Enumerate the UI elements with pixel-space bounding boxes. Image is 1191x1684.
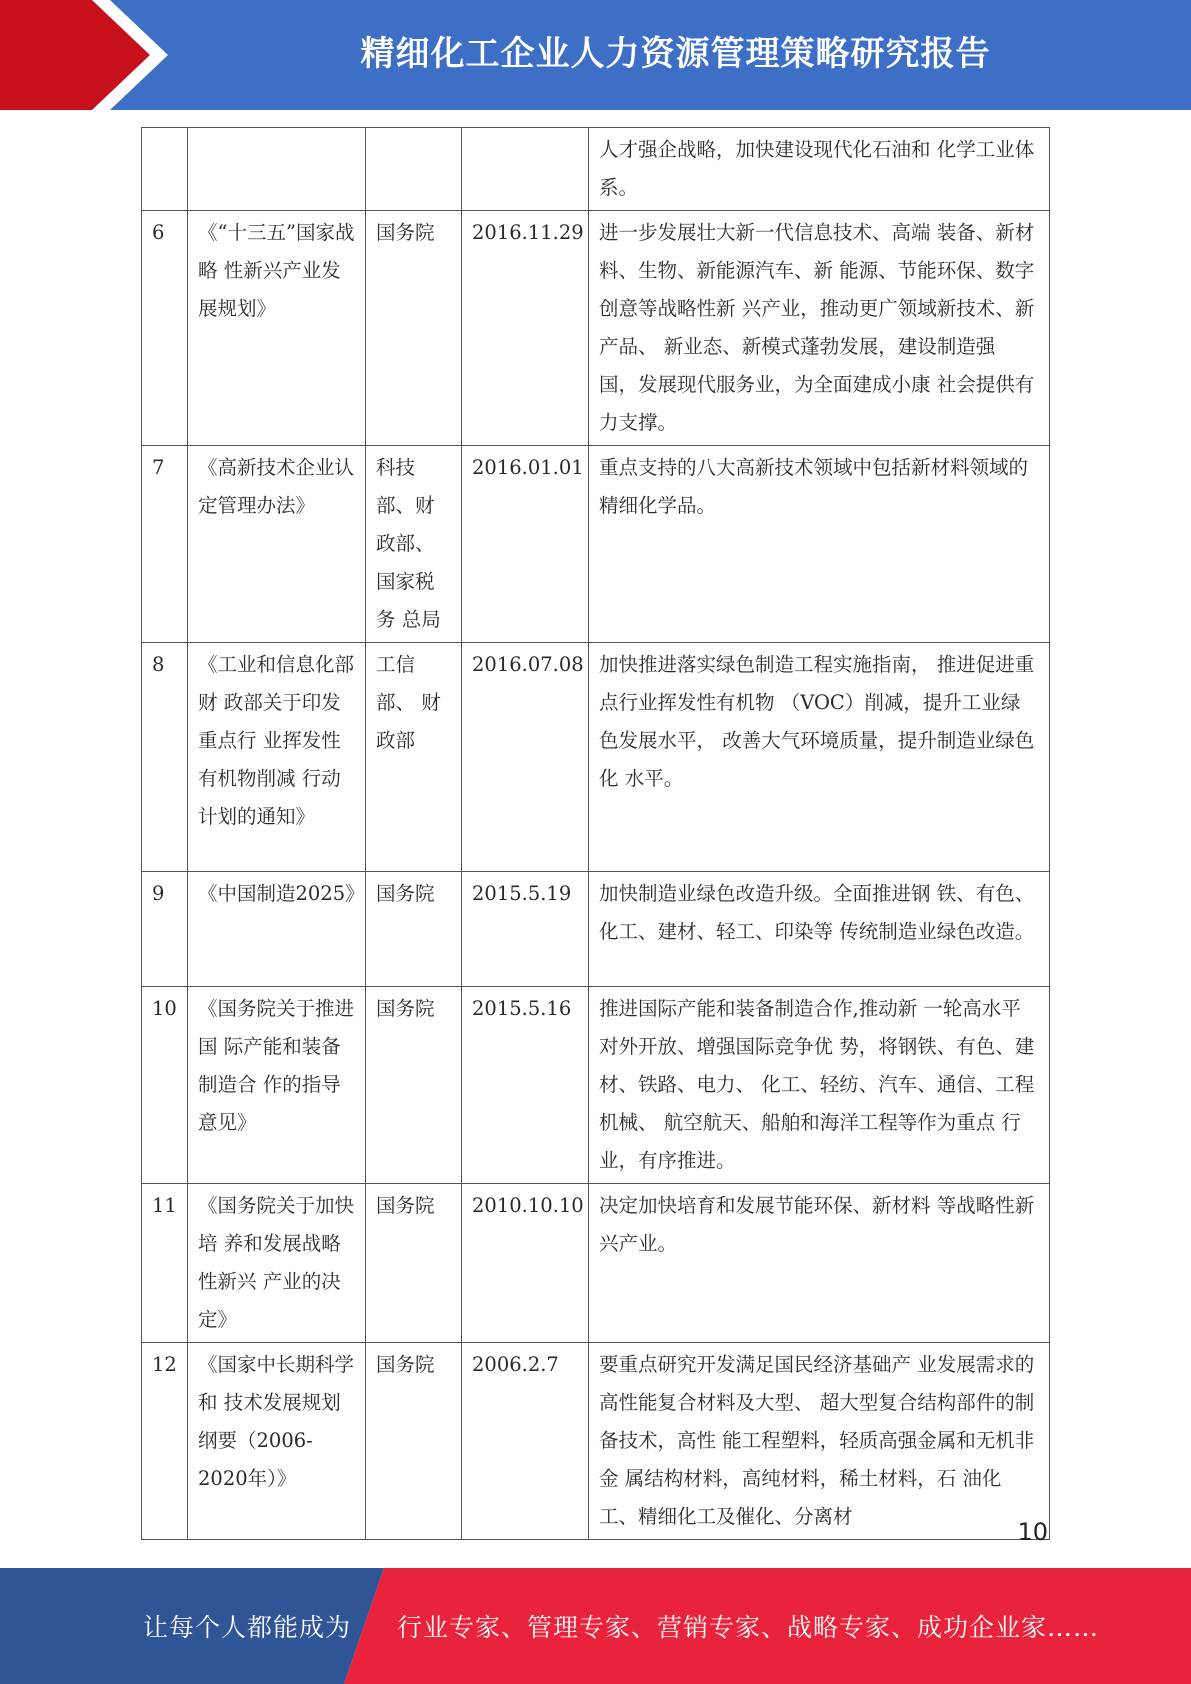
- cell-date: 2016.01.01: [462, 446, 589, 643]
- cell-number: [142, 128, 188, 211]
- page-header: [0, 0, 1191, 110]
- page-number: 10: [1017, 1518, 1048, 1546]
- table-row: [142, 1343, 1050, 1540]
- cell-number: 12: [142, 1343, 188, 1540]
- cell-number: 10: [142, 987, 188, 1184]
- cell-policy-name: 《国务院关于加快培 养和发展战略性新兴 产业的决定》: [188, 1184, 366, 1343]
- cell-policy-name: 《国务院关于推进国 际产能和装备制造合 作的指导意见》: [188, 987, 366, 1184]
- table-row: [142, 643, 1050, 872]
- report-title: 精细化工企业人力资源管理策略研究报告: [360, 34, 991, 74]
- cell-description: 人才强企战略，加快建设现代化石油和 化学工业体系。: [589, 128, 1050, 211]
- cell-policy-name: 《中国制造2025》: [188, 872, 366, 987]
- cell-date: 2010.10.10: [462, 1184, 589, 1343]
- cell-policy-name: [188, 128, 366, 211]
- cell-number: 11: [142, 1184, 188, 1343]
- page-footer: [0, 1568, 1191, 1684]
- table-row: [142, 1184, 1050, 1343]
- table-row: [142, 128, 1050, 211]
- table-row: [142, 872, 1050, 987]
- cell-issuer: 国务院: [366, 872, 462, 987]
- footer-slogan-right: 行业专家、管理专家、营销专家、战略专家、成功企业家……: [397, 1613, 1100, 1642]
- cell-description: 决定加快培育和发展节能环保、新材料 等战略性新兴产业。: [589, 1184, 1050, 1343]
- cell-number: 9: [142, 872, 188, 987]
- cell-issuer: [366, 128, 462, 211]
- table-row: [142, 211, 1050, 446]
- cell-description: 重点支持的八大高新技术领域中包括新材料领域的精细化学品。: [589, 446, 1050, 643]
- cell-issuer: 国务院: [366, 1343, 462, 1540]
- cell-date: 2016.11.29: [462, 211, 589, 446]
- table-row: [142, 446, 1050, 643]
- cell-issuer: 国务院: [366, 211, 462, 446]
- cell-policy-name: 《国家中长期科学和 技术发展规划纲要（2006-2020年）》: [188, 1343, 366, 1540]
- cell-description: 要重点研究开发满足国民经济基础产 业发展需求的高性能复合材料及大型、 超大型复合结构部件的制备技术，高性 能工程塑料，轻质高强金属和无机非金 属结构材料，高纯材料，稀土材料，石 油化工、精细化工及催化、分离材: [589, 1343, 1050, 1540]
- policy-table: [141, 127, 1050, 1540]
- cell-policy-name: 《“十三五”国家战略 性新兴产业发展规划》: [188, 211, 366, 446]
- cell-description: 推进国际产能和装备制造合作,推动新 一轮高水平对外开放、增强国际竞争优 势，将钢铁、有色、建材、铁路、电力、 化工、轻纺、汽车、通信、工程机械、 航空航天、船舶和海洋工程等作为重点 行业，有序推进。: [589, 987, 1050, 1184]
- cell-date: 2006.2.7: [462, 1343, 589, 1540]
- cell-issuer: 国务院: [366, 1184, 462, 1343]
- cell-policy-name: 《工业和信息化部财 政部关于印发重点行 业挥发性有机物削减 行动计划的通知》: [188, 643, 366, 872]
- cell-issuer: 国务院: [366, 987, 462, 1184]
- footer-slogan-left: 让每个人都能成为: [143, 1613, 352, 1642]
- header-red-chevron: [0, 0, 150, 110]
- cell-date: [462, 128, 589, 211]
- cell-number: 7: [142, 446, 188, 643]
- table-row: [142, 987, 1050, 1184]
- cell-issuer: 科技部、财政部、国家税务 总局: [366, 446, 462, 643]
- cell-number: 6: [142, 211, 188, 446]
- cell-date: 2016.07.08: [462, 643, 589, 872]
- cell-description: 加快制造业绿色改造升级。全面推进钢 铁、有色、化工、建材、轻工、印染等 传统制造业绿色改造。: [589, 872, 1050, 987]
- cell-date: 2015.5.19: [462, 872, 589, 987]
- cell-description: 加快推进落实绿色制造工程实施指南， 推进促进重点行业挥发性有机物 （VOC）削减，提升工业绿色发展水平， 改善大气环境质量，提升制造业绿色化 水平。: [589, 643, 1050, 872]
- cell-number: 8: [142, 643, 188, 872]
- cell-description: 进一步发展壮大新一代信息技术、高端 装备、新材料、生物、新能源汽车、新 能源、节能环保、数字创意等战略性新 兴产业，推动更广领域新技术、新产品、 新业态、新模式蓬勃发展，建设制造强 国，发展现代服务业，为全面建成小康 社会提供有力支撑。: [589, 211, 1050, 446]
- policy-table-container: [141, 127, 1049, 1540]
- cell-date: 2015.5.16: [462, 987, 589, 1184]
- cell-policy-name: 《高新技术企业认定管理办法》: [188, 446, 366, 643]
- cell-issuer: 工信部、 财政部: [366, 643, 462, 872]
